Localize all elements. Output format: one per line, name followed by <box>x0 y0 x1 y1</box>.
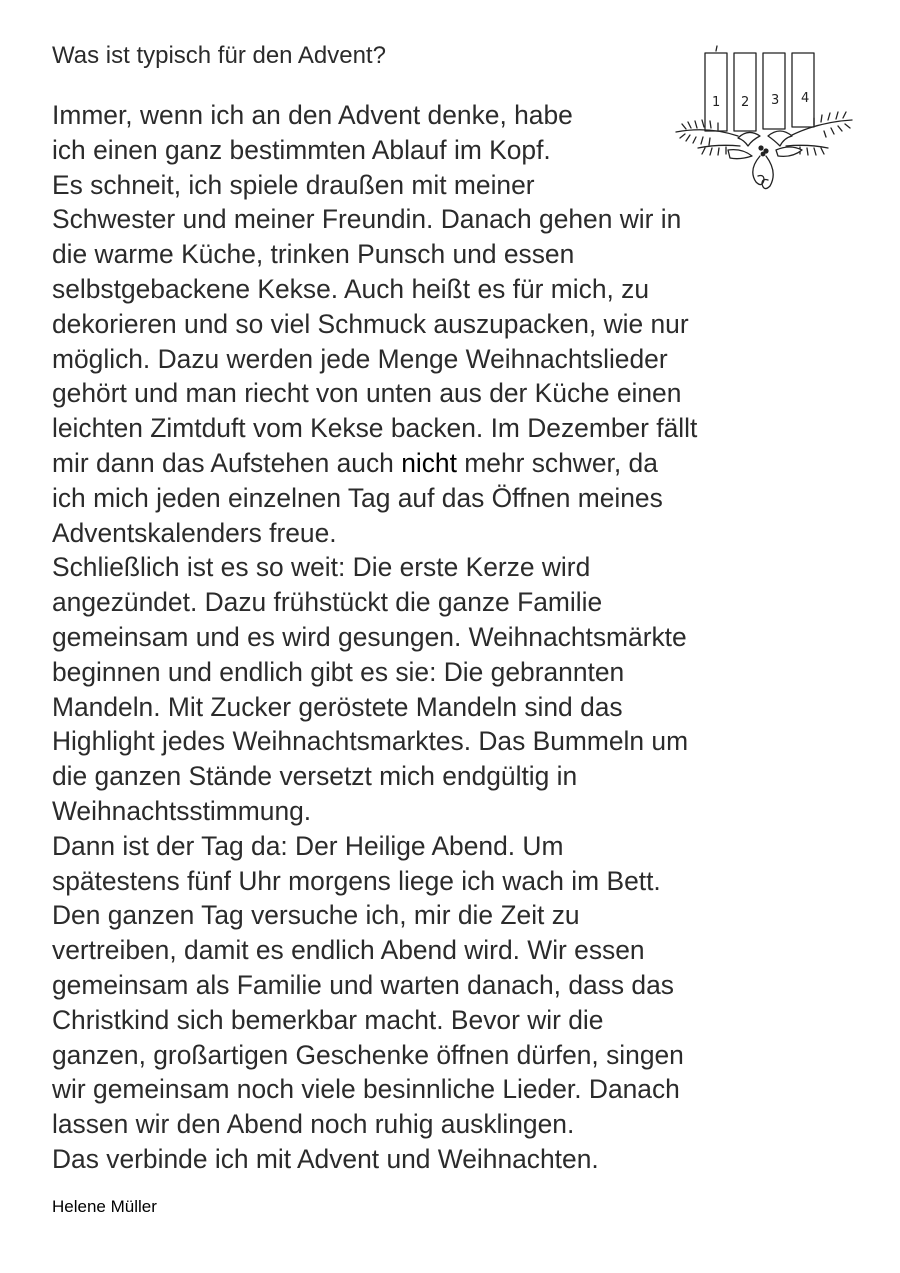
text-line: spätestens fünf Uhr morgens liege ich wach im Bett. <box>52 865 661 896</box>
text-line: lassen wir den Abend noch ruhig ausklingen. <box>52 1109 575 1140</box>
candle-number-4: 4 <box>801 91 810 106</box>
text-line: Weihnachtsstimmung. <box>52 795 312 826</box>
text-line: Den ganzen Tag versuche ich, mir die Zeit zu <box>52 900 580 931</box>
text-line: Das verbinde ich mit Advent und Weihnachten. <box>52 1143 599 1174</box>
candle-number-3: 3 <box>771 93 780 108</box>
text-line: möglich. Dazu werden jede Menge Weihnachtslieder <box>52 343 668 374</box>
text-line <box>52 446 872 481</box>
text-line: wir gemeinsam noch viele besinnliche Lieder. Danach <box>52 1074 680 1105</box>
text-line: ganzen, großartigen Geschenke öffnen dürfen, singen <box>52 1039 684 1070</box>
text-line: dekorieren und so viel Schmuck auszupacken, wie nur <box>52 308 689 339</box>
text-line: ich mich jeden einzelnen Tag auf das Öffnen meines <box>52 482 663 513</box>
text-line: Christkind sich bemerkbar macht. Bevor wir die <box>52 1004 604 1035</box>
text-line: gemeinsam und es wird gesungen. Weihnachtsmärkte <box>52 621 687 652</box>
text-line: ich einen ganz bestimmten Ablauf im Kopf. <box>52 134 551 165</box>
text-segment: mehr schwer, da <box>464 447 658 478</box>
text-line: Schwester und meiner Freundin. Danach gehen wir in <box>52 204 682 235</box>
text-line: die ganzen Stände versetzt mich endgültig in <box>52 761 578 792</box>
candle-number-1: 1 <box>712 95 721 110</box>
text-line: angezündet. Dazu frühstückt die ganze Familie <box>52 587 603 618</box>
text-line: Immer, wenn ich an den Advent denke, habe <box>52 100 573 130</box>
text-line: leichten Zimtduft vom Kekse backen. Im Dezember fällt <box>52 413 698 444</box>
page-title: Was ist typisch für den Advent? <box>52 42 386 69</box>
text-line: Schließlich ist es so weit: Die erste Kerze wird <box>52 552 591 583</box>
text-line: beginnen und endlich gibt es sie: Die gebrannten <box>52 656 625 687</box>
essay-body <box>52 98 872 1177</box>
text-line: Mandeln. Mit Zucker geröstete Mandeln sind das <box>52 691 623 722</box>
text-line: vertreiben, damit es endlich Abend wird. Wir essen <box>52 935 645 966</box>
emphasized-word: nicht <box>401 447 457 478</box>
text-line: Dann ist der Tag da: Der Heilige Abend. Um <box>52 830 564 861</box>
text-line: Highlight jedes Weihnachtsmarktes. Das Bummeln um <box>52 726 689 757</box>
author-name: Helene Müller <box>52 1197 157 1216</box>
text-line: Adventskalenders freue. <box>52 517 337 548</box>
text-line: gehört und man riecht von unten aus der Küche einen <box>52 378 682 409</box>
text-line: die warme Küche, trinken Punsch und essen <box>52 239 575 270</box>
text-line: gemeinsam als Familie und warten danach, dass das <box>52 969 674 1000</box>
text-segment: mir dann das Aufstehen auch <box>52 447 394 478</box>
text-line: Es schneit, ich spiele draußen mit meiner <box>52 169 535 200</box>
text-line: selbstgebackene Kekse. Auch heißt es für mich, zu <box>52 273 650 304</box>
candle-number-2: 2 <box>741 95 750 110</box>
